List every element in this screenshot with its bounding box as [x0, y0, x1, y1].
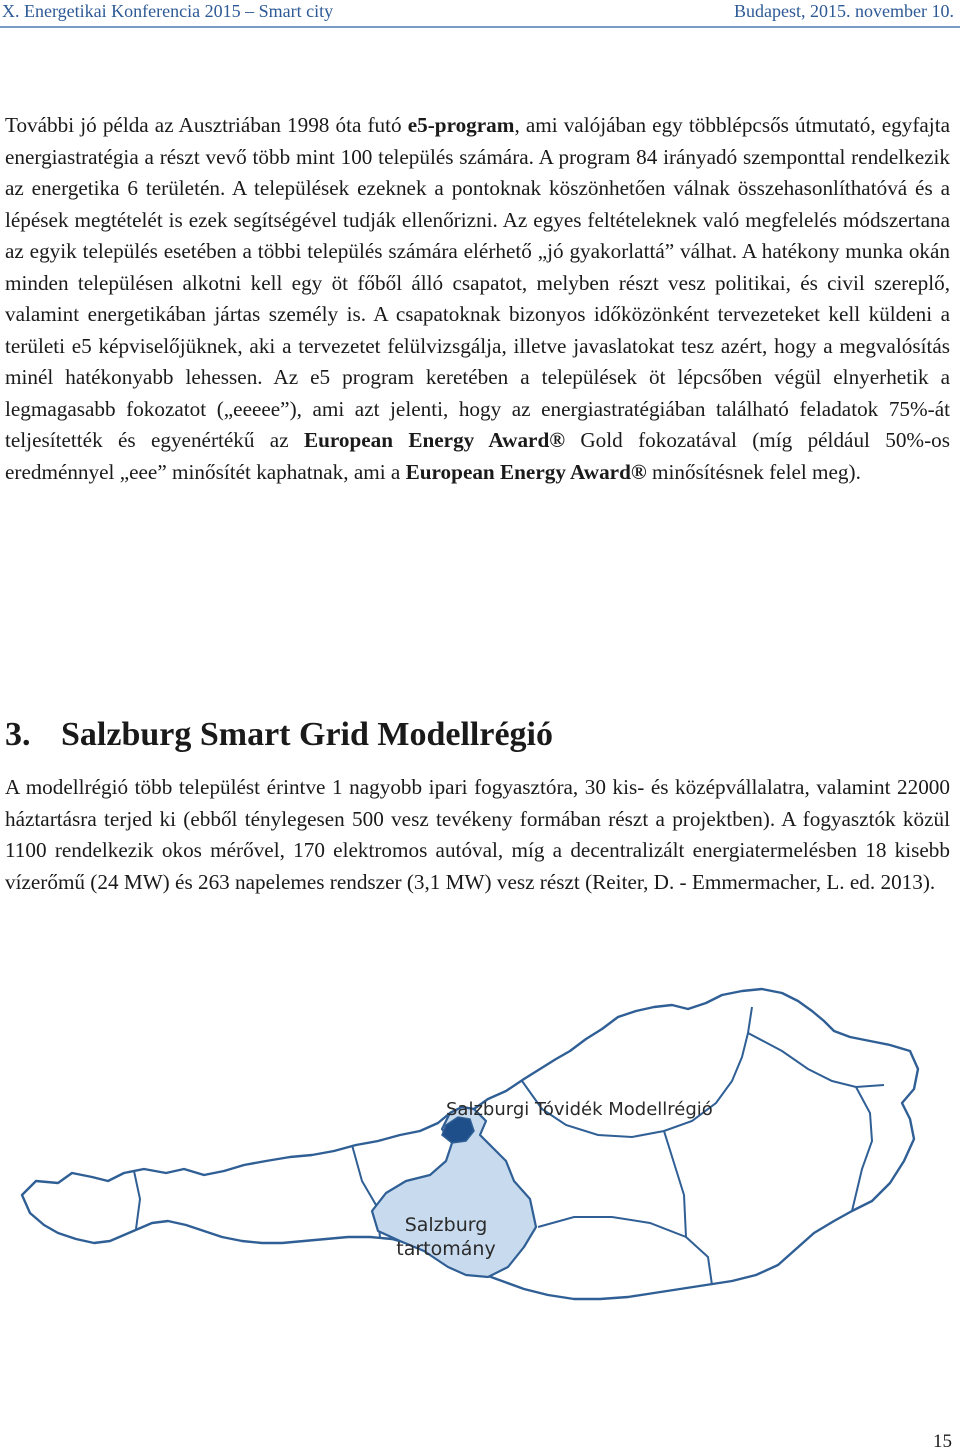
section-title: Salzburg Smart Grid Modellrégió: [61, 716, 554, 753]
section-number: 3.: [5, 716, 31, 753]
term-european-energy-award: European Energy Award®: [303, 428, 566, 452]
term-e5-program: e5-program: [407, 113, 515, 137]
austria-map: [0, 985, 960, 1315]
running-header: [0, 0, 960, 28]
header-place-date: Budapest, 2015. november 10.: [734, 1, 954, 21]
austria-map-figure: [0, 985, 960, 1315]
section-heading: [5, 713, 553, 757]
header-conference-title: X. Energetikai Konferencia 2015 – Smart city: [2, 1, 334, 21]
paragraph-e5-program: További jó példa az Ausztriában 1998 óta futó e5-program, ami valójában egy többlépcsős útmutató, egyfajta energiastratégia a részt vevő több mint 100 település számára. A program 84 irányadó szemponttal rendelkezik az energetika 6 területén. A települések ezeknek a pontoknak köszönhetően válnak összehasonlíthatóvá és a lépések megtételét is ezek segítségével tudják ellenőrizni. Az egyes feltételeknek való megfelelés módszertana az egyik település esetében a többi település számára elérhető „jó gyakorlattá” válhat. A hatékony munka okán minden településen alkotni kell egy öt főből álló csapatot, melyben részt vesz politikai, és civil szereplő, valamint energetikában jártas személy is. A csapatoknak bizonyos időközönként tervezeteket kell küldeni a területi e5 képviselőjüknek, aki a tervezetet felülvizsgálja, illetve javaslatokat tesz azért, hogy a megvalósítás minél hatékonyabb lehessen. Az e5 program keretében a települések öt lépcsőben végül elnyerhetik a legmagasabb fokozatot („eeeee”), ami azt jelenti, hogy az energiastratégiában található feladatok 75%-át teljesítették és egyenértékű az European Energy Award® Gold fokozatával (míg például 50%-os eredménnyel „eee” minősítét kaphatnak, ami a European Energy Award® minősítésnek felel meg).: [5, 113, 950, 484]
paragraph-model-region: A modellrégió több települést érintve 1 nagyobb ipari fogyasztóra, 30 kis- és középvállalatra, valamint 22000 háztartásra terjed ki (ebből ténylegesen 500 vesz tevékeny formában részt a projektben). A fogyasztók közül 1100 rendelkezik okos mérővel, 170 elektromos autóval, míg a decentralizált energiatermelésben 18 kisebb vízerőmű (24 MW) és 263 napelemes rendszer (3,1 MW) vesz részt (Reiter, D. - Emmermacher, L. ed. 2013).: [5, 775, 950, 894]
lake-region-label: Salzburgi Tóvidék Modellrégió: [446, 1099, 713, 1120]
page-number: 15: [933, 1431, 952, 1452]
salzburg-province-label: Salzburg tartomány: [396, 1214, 496, 1260]
term-european-energy-award-2: European Energy Award®: [405, 459, 647, 484]
